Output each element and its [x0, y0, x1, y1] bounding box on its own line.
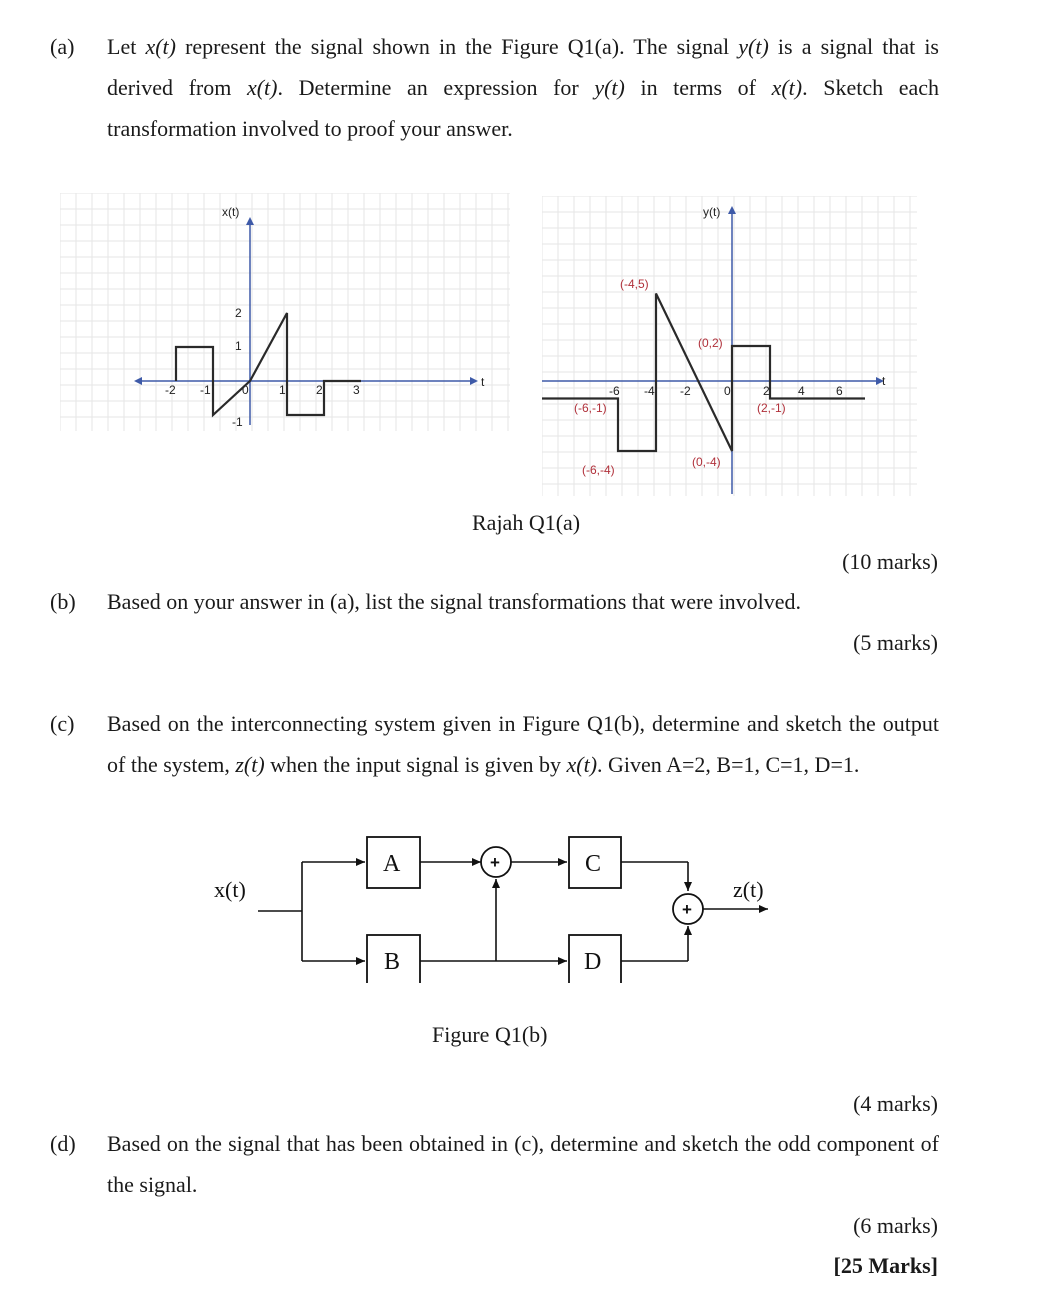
part-d-text: Based on the signal that has been obtained in (c), determine and sketch the odd component of the signal. — [107, 1131, 939, 1197]
x-graph-tick-label: 1 — [235, 339, 242, 353]
x-graph-y-axis-arrow — [246, 217, 254, 225]
input-signal-label: x(t) — [214, 877, 246, 902]
math-symbol: z(t) — [235, 752, 265, 777]
x-graph-tick-label: -1 — [232, 415, 243, 429]
x-graph-tick-label: -2 — [165, 383, 176, 397]
y-graph-tick-label: 4 — [798, 384, 805, 398]
x-graph-tick-label: 1 — [279, 383, 286, 397]
total-marks: [25 Marks] — [833, 1253, 938, 1278]
adder-1-symbol: + — [490, 853, 500, 872]
part-d-marks: (6 marks) — [853, 1213, 938, 1238]
part-a-marks: (10 marks) — [842, 549, 938, 574]
math-symbol: x(t) — [771, 75, 803, 100]
y-graph-tick-label: 0 — [724, 384, 731, 398]
figure-b-caption: Figure Q1(b) — [432, 1022, 548, 1047]
x-graph-ylabel: x(t) — [222, 205, 240, 219]
x-graph-xlabel: t — [481, 375, 485, 389]
y-graph-point-label: (0,-4) — [692, 455, 721, 469]
part-c-label: (c) — [50, 711, 75, 736]
y-graph-tick-label: -6 — [609, 384, 620, 398]
part-a-text: Let x(t) represent the signal shown in the Figure Q1(a). The signal y(t) is a signal that is derived from x(t). Determine an expression for y(t) in terms of x(t). Sketch each transformation involved to proof your answer. — [107, 34, 939, 141]
part-a — [50, 26, 950, 149]
math-symbol: x(t) — [246, 75, 278, 100]
x-graph-tick-label: 2 — [316, 383, 323, 397]
part-d-label: (d) — [50, 1131, 76, 1156]
x-graph-tick-label: 0 — [242, 383, 249, 397]
y-graph-tick-label: 6 — [836, 384, 843, 398]
x-signal-graph — [60, 193, 510, 431]
y-graph-point-label: (-6,-1) — [574, 401, 607, 415]
math-symbol: y(t) — [594, 75, 625, 100]
part-d — [50, 1123, 950, 1205]
part-b-marks: (5 marks) — [853, 630, 938, 655]
y-graph-point-label: (2,-1) — [757, 401, 786, 415]
part-b-text: Based on your answer in (a), list the signal transformations that were involved. — [107, 589, 802, 614]
y-graph-xlabel: t — [882, 374, 886, 388]
part-b — [50, 581, 950, 622]
math-symbol: x(t) — [145, 34, 176, 59]
y-graph-tick-label: -4 — [644, 384, 655, 398]
y-graph-point-label: (-6,-4) — [582, 463, 615, 477]
block-c-label: C — [585, 851, 602, 877]
block-a-label: A — [383, 851, 401, 877]
y-graph-tick-label: 2 — [763, 384, 770, 398]
part-a-label: (a) — [50, 34, 75, 59]
y-graph-y-axis-arrow — [728, 206, 736, 214]
part-c — [50, 703, 950, 826]
y-signal-graph — [542, 196, 917, 496]
x-graph-t-axis-left-arrow — [134, 377, 142, 385]
y-graph-ylabel: y(t) — [703, 205, 721, 219]
x-graph-tick-label: 3 — [353, 383, 360, 397]
x-graph-tick-label: -1 — [200, 383, 211, 397]
part-c-marks: (4 marks) — [853, 1091, 938, 1116]
x-graph-t-axis-arrow — [470, 377, 478, 385]
y-graph-tick-label: -2 — [680, 384, 691, 398]
part-c-text: Based on the interconnecting system given in Figure Q1(b), determine and sketch the output of the system, z(t) when the input signal is given by x(t). Given A=2, B=1, C=1, D=1. — [107, 711, 939, 777]
block-b-label: B — [384, 949, 401, 975]
block-d-label: D — [584, 949, 602, 975]
math-symbol: x(t) — [566, 752, 598, 777]
figure-a-caption: Rajah Q1(a) — [472, 510, 581, 535]
x-graph-tick-label: 2 — [235, 306, 242, 320]
math-symbol: y(t) — [738, 34, 769, 59]
y-graph-grid — [542, 196, 917, 496]
part-b-label: (b) — [50, 589, 76, 614]
y-graph-point-label: (0,2) — [698, 336, 723, 350]
adder-2-symbol: + — [682, 900, 692, 919]
y-graph-point-label: (-4,5) — [620, 277, 649, 291]
output-signal-label: z(t) — [733, 877, 764, 902]
block-diagram — [210, 833, 810, 983]
